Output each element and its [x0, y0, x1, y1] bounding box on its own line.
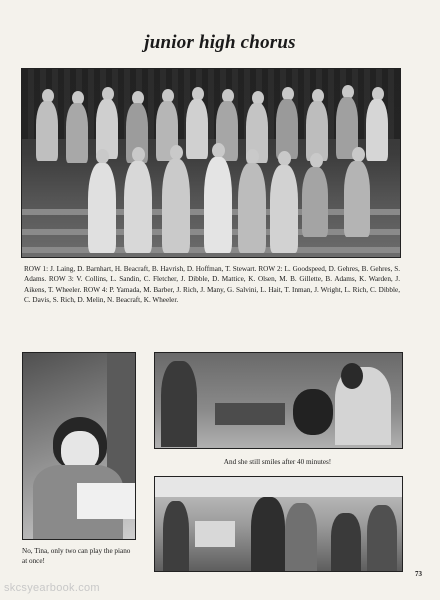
- piano-keys: [77, 483, 135, 519]
- singer: [366, 99, 388, 161]
- bookshelf: [215, 403, 285, 425]
- group-photo: [21, 68, 401, 258]
- teacher: [161, 361, 197, 447]
- candid-photo-piano: [22, 352, 136, 540]
- student-head: [341, 363, 363, 389]
- singer-head: [212, 143, 225, 158]
- singer: [344, 161, 370, 237]
- candid-photo-teacher: [154, 352, 403, 449]
- singer-head: [278, 151, 291, 166]
- singer-head: [96, 149, 109, 164]
- student: [163, 501, 189, 571]
- singer: [302, 167, 328, 237]
- page-title: junior high chorus: [144, 32, 296, 53]
- watermark: skcsyearbook.com: [4, 582, 100, 594]
- singer: [66, 103, 88, 163]
- page-number: 73: [415, 570, 422, 578]
- singer: [238, 163, 266, 253]
- classroom-windows: [155, 477, 402, 497]
- group-photo-caption: ROW 1: J. Laing, D. Barnhart, H. Beacraft, B. Havrish, D. Hoffman, T. Stewart. ROW 2: L. Goodspeed, D. Gehres, B. Gehres, S. Adams. ROW 3: V. Collins, L. Sandin, C. Fletcher, J. Dibble, D. Mattice, K. Olsen, M. B. Gillette, B. Adams, K. Warden, J. Aikens, T. Wheeler. ROW 4: P. Yamada, M. Barber, J. Rich, J. Many, G. Salvini, L. Hait, T. Inman, J. Wright, L. Rich, C. Dibble, C. Davis, S. Rich, D. Melin, N. Beacraft, K. Wheeler.: [24, 265, 400, 305]
- teacher-photo-caption: And she still smiles after 40 minutes!: [223, 458, 332, 466]
- singer: [36, 101, 58, 161]
- singer-head: [170, 145, 183, 160]
- singer: [88, 163, 116, 253]
- singer: [124, 161, 152, 253]
- student: [251, 497, 285, 571]
- student: [367, 505, 397, 571]
- desk: [195, 521, 235, 547]
- singer: [306, 101, 328, 161]
- singer-head: [310, 153, 323, 168]
- singer: [186, 99, 208, 159]
- candid-photo-classroom: [154, 476, 403, 572]
- singer: [270, 165, 298, 253]
- singer-head: [352, 147, 365, 162]
- singer: [204, 157, 232, 253]
- singer-head: [132, 147, 145, 162]
- student: [285, 503, 317, 571]
- singer: [276, 99, 298, 159]
- student-seated: [293, 389, 333, 435]
- singer-head: [246, 149, 259, 164]
- piano-photo-caption: No, Tina, only two can play the piano at once!: [22, 547, 131, 566]
- student: [331, 513, 361, 571]
- singer: [162, 159, 190, 253]
